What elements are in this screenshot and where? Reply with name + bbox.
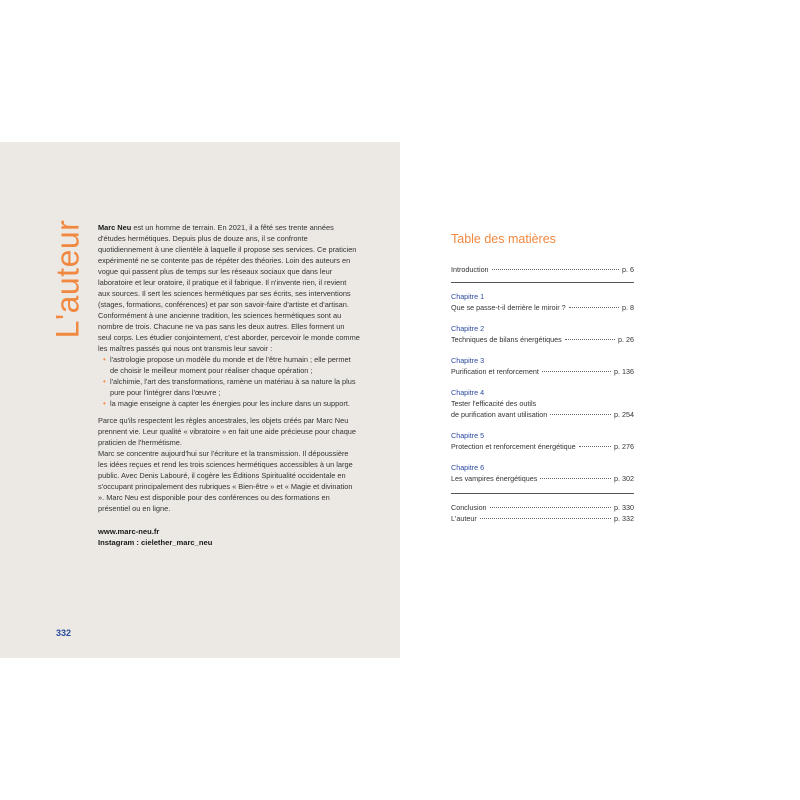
toc-entry-page: p. 8 <box>622 303 634 312</box>
toc-entry-author[interactable] <box>451 513 634 524</box>
toc-entry-page: p. 302 <box>614 474 634 483</box>
toc-leader-dots <box>550 414 611 415</box>
toc-entry-introduction[interactable] <box>451 264 634 275</box>
toc-entry-chapter-3[interactable] <box>451 366 634 377</box>
bio-bullet: • l'astrologie propose un modèle du monde et de l'être humain ; elle permet de choisir le meilleur moment pour réaliser chaque opération ; <box>103 354 360 376</box>
toc-entry-chapter-1[interactable] <box>451 302 634 313</box>
toc-entry-chapter-4[interactable] <box>451 409 634 420</box>
toc-entry-label: Protection et renforcement énergétique <box>451 442 576 451</box>
toc-entry-page: p. 332 <box>614 514 634 523</box>
toc-entry-label: Techniques de bilans énergétiques <box>451 335 562 344</box>
section-title-text: L'auteur <box>49 219 86 339</box>
toc-leader-dots <box>579 446 611 447</box>
toc-leader-dots <box>565 339 615 340</box>
toc-entry-label: L'auteur <box>451 514 477 523</box>
author-bio <box>98 222 360 548</box>
toc-entry-label: Conclusion <box>451 503 487 512</box>
chapter-heading: Chapitre 6 <box>451 463 485 472</box>
bio-paragraph-1-text: est un homme de terrain. En 2021, il a fêté ses trente années d'études hermétiques. Depuis plus de douze ans, il se confronte quotidiennement à une clientèle à laquelle il propose ses services. Ce praticien expérimenté ne se contente pas de répéter des théories. Loin des auteurs en vogue qui passent plus de temps sur les réseaux sociaux que dans leur laboratoire et leur oratoire, il pratique et il fabrique. Il n'invente rien, il revient aux sources. Il sert les sciences hermétiques par ses écrits, ses interventions (stages, formations, conférences) et par son savoir-faire d'artiste et d'artisan. <box>98 223 357 309</box>
toc-entry-chapter-6[interactable] <box>451 473 634 484</box>
bio-bullet-list <box>103 354 360 409</box>
bio-bullet: • la magie enseigne à capter les énergies pour les inclure dans un support. <box>103 398 360 409</box>
toc-leader-dots <box>480 518 611 519</box>
bio-paragraph-4: Marc se concentre aujourd'hui sur l'écriture et la transmission. Il dépoussière les idées reçues et rend les trois sciences hermétiques accessibles à un large public. Avec Denis Labouré, il cogère les Éditions Spiritualité occidentale en s'occupant principalement des rubriques « Bien-être » et « Magie et divination ». Marc Neu est disponible pour des conférences ou des formations en présentiel ou en ligne. <box>98 449 353 513</box>
bio-paragraph-1 <box>98 222 360 310</box>
toc-entry-label: Introduction <box>451 265 489 274</box>
chapter-heading: Chapitre 3 <box>451 356 485 365</box>
toc-entry-label: Purification et renforcement <box>451 367 539 376</box>
toc-entry-chapter-5[interactable] <box>451 441 634 452</box>
bio-paragraph-2: Conformément à une ancienne tradition, les sciences hermétiques sont au nombre de trois. Chacune ne va pas sans les deux autres. Elles forment un seul corps. Les étudier conjointement, c'est aborder, percevoir le monde comme les maîtres passés qui nous ont transmis leur savoir : <box>98 311 360 353</box>
toc-entry-label: Que se passe-t-il derrière le miroir ? <box>451 303 566 312</box>
author-name: Marc Neu <box>98 223 132 232</box>
toc-entry-conclusion[interactable] <box>451 502 634 513</box>
section-title <box>48 219 88 339</box>
toc-entry-page: p. 330 <box>614 503 634 512</box>
chapter-heading: Chapitre 4 <box>451 388 485 397</box>
bio-bullet: • l'alchimie, l'art des transformations, ramène un matériau à sa nature la plus pure pour l'intégrer dans l'œuvre ; <box>103 376 360 398</box>
toc-entry-page: p. 136 <box>614 367 634 376</box>
toc-leader-dots <box>490 507 611 508</box>
toc-divider <box>451 282 634 283</box>
toc-leader-dots <box>540 478 611 479</box>
toc-title: Table des matières <box>451 232 556 246</box>
toc-leader-dots <box>542 371 611 372</box>
toc-divider <box>451 493 634 494</box>
toc-entry-page: p. 6 <box>622 265 634 274</box>
toc-entry-label: de purification avant utilisation <box>451 410 548 419</box>
instagram-handle[interactable]: Instagram : cielether_marc_neu <box>98 538 213 547</box>
bio-paragraph-3: Parce qu'ils respectent les règles ancestrales, les objets créés par Marc Neu prennent vie. Leur qualité « vibratoire » en fait une aide précieuse pour chaque praticien de l'hermétisme. <box>98 416 357 447</box>
page-number: 332 <box>56 628 72 638</box>
chapter-heading: Chapitre 2 <box>451 324 485 333</box>
toc-entry-page: p. 276 <box>614 442 634 451</box>
toc-entry-chapter-2[interactable] <box>451 334 634 345</box>
toc-entry-label: Les vampires énergétiques <box>451 474 538 483</box>
chapter-heading: Chapitre 5 <box>451 431 485 440</box>
toc-leader-dots <box>569 307 619 308</box>
toc-entry-page: p. 26 <box>618 335 634 344</box>
toc-entry-page: p. 254 <box>614 410 634 419</box>
chapter-heading: Chapitre 1 <box>451 292 485 301</box>
toc-entry-label-line: Tester l'efficacité des outils <box>451 399 537 408</box>
table-of-contents <box>451 264 634 524</box>
toc-leader-dots <box>492 269 619 270</box>
website-link[interactable]: www.marc-neu.fr <box>98 527 160 536</box>
